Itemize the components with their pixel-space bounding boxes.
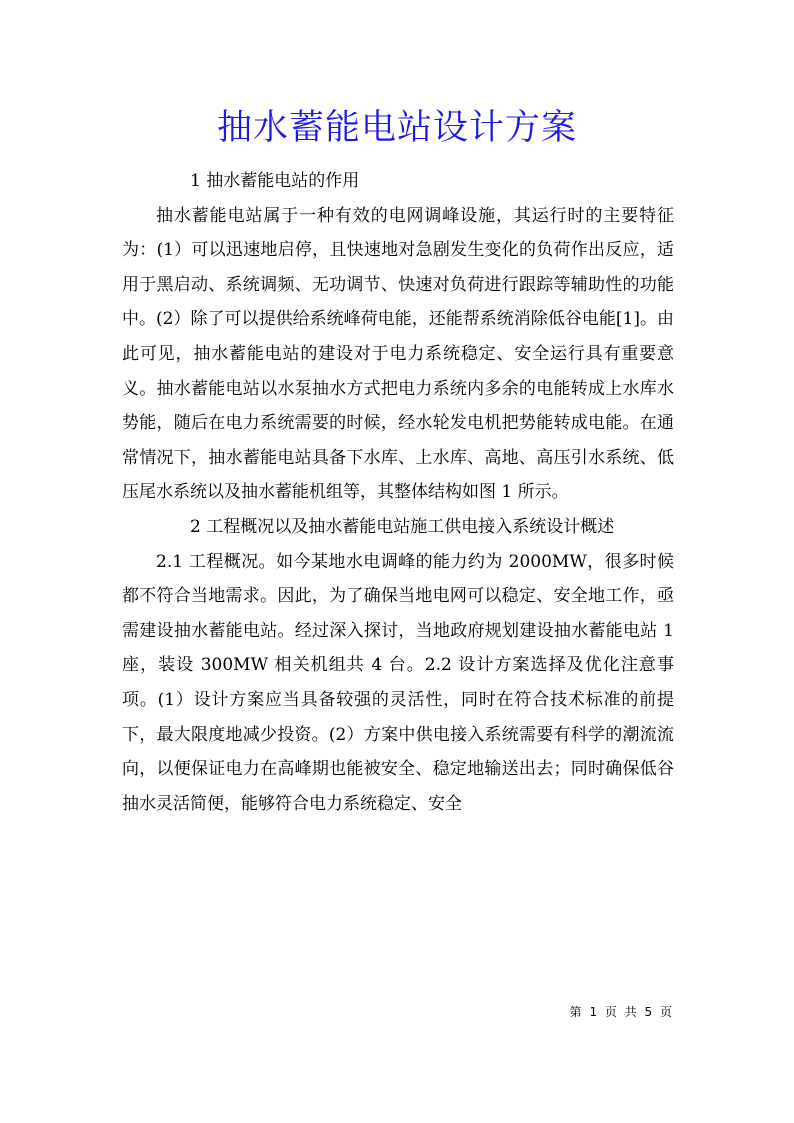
paragraph: 2.1 工程概况。如今某地水电调峰的能力约为 2000MW，很多时候都不符合当地需求。因此，为了确保当地电网可以稳定、安全地工作，亟需建设抽水蓄能电站。经过深入探讨，当地政府规划建设抽水蓄能电站 1 座，装设 300MW 相关机组共 4 台。2.2 设计方案选择及优化注意事项。(1）设计方案应当具备较强的灵活性，同时在符合技术标准的前提下，最大限度地减少投资。(2）方案中供电接入系统需要有科学的潮流流向，以便保证电力在高峰期也能被安全、稳定地输送出去；同时确保低谷抽水灵活简便，能够符合电力系统稳定、安全 (122, 551, 674, 814)
document-title: 抽水蓄能电站设计方案 (216, 108, 577, 148)
page-number-footer: 第 1 页 共 5 页 (569, 1005, 674, 1019)
paragraph: 抽水蓄能电站属于一种有效的电网调峰设施，其运行时的主要特征为：(1）可以迅速地启停，且快速地对急剧发生变化的负荷作出反应，适用于黑启动、系统调频、无功调节、快速对负荷进行跟踪等辅助性的功能中。(2）除了可以提供给系统峰荷电能，还能帮系统消除低谷电能[1]。由此可见，抽水蓄能电站的建设对于电力系统稳定、安全运行具有重要意义。抽水蓄能电站以水泵抽水方式把电力系统内多余的电能转成上水库水势能，随后在电力系统需要的时候，经水轮发电机把势能转成电能。在通常情况下，抽水蓄能电站具备下水库、上水库、高地、高压引水系统、低压尾水系统以及抽水蓄能机组等，其整体结构如图 1 所示。 (122, 205, 674, 503)
section-heading: 2 工程概况以及抽水蓄能电站施工供电接入系统设计概述 (190, 516, 615, 537)
section-heading: 1 抽水蓄能电站的作用 (190, 171, 360, 191)
document-body (122, 164, 674, 821)
